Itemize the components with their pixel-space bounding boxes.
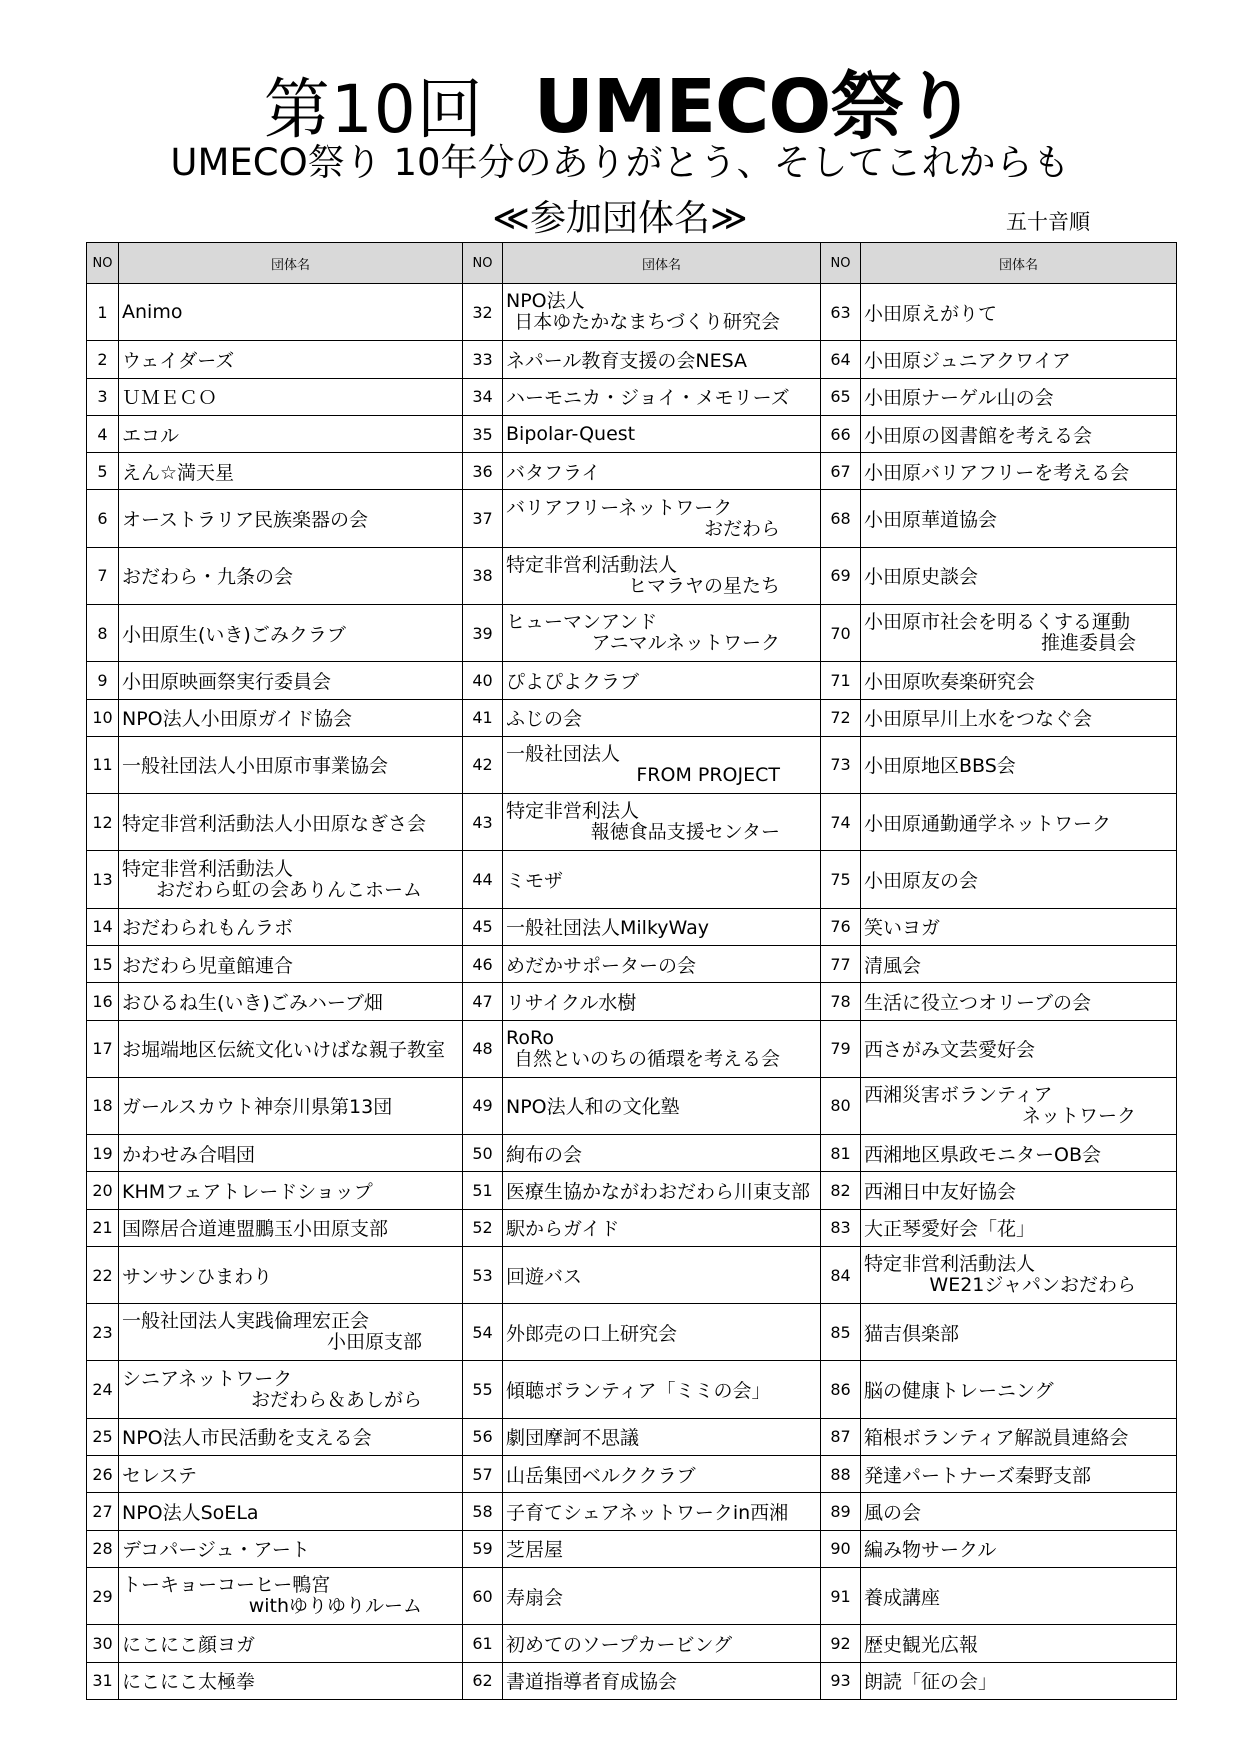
entry-number: 77	[821, 945, 861, 982]
entry-number: 14	[87, 908, 119, 945]
entry-number: 39	[463, 604, 503, 661]
table-row	[87, 1077, 1177, 1134]
organization-name: 劇団摩訶不思議	[503, 1418, 821, 1455]
entry-number: 60	[463, 1567, 503, 1624]
organization-name: 子育てシェアネットワークin西湘	[503, 1493, 821, 1530]
organization-name: 寿扇会	[503, 1567, 821, 1624]
entry-number: 17	[87, 1020, 119, 1077]
table-row	[87, 284, 1177, 341]
table-row	[87, 736, 1177, 793]
table-row	[87, 1304, 1177, 1361]
entry-number: 15	[87, 945, 119, 982]
entry-number: 62	[463, 1662, 503, 1700]
entry-number: 32	[463, 284, 503, 341]
entry-number: 8	[87, 604, 119, 661]
entry-number: 45	[463, 908, 503, 945]
organization-name: 小田原えがりて	[861, 284, 1177, 341]
organization-name-line1: ヒューマンアンド	[506, 611, 658, 634]
entry-number: 43	[463, 794, 503, 851]
organization-name: オーストラリア民族楽器の会	[119, 490, 463, 547]
entry-number: 51	[463, 1172, 503, 1209]
organization-name-line1: NPO法人	[506, 290, 585, 313]
organization-name	[503, 794, 821, 851]
organization-name: 医療生協かながわおだわら川東支部	[503, 1172, 821, 1209]
organization-name-line2: withゆりゆりルーム	[248, 1595, 422, 1618]
organization-name: 小田原早川上水をつなぐ会	[861, 699, 1177, 736]
entry-number: 55	[463, 1361, 503, 1418]
entry-number: 83	[821, 1209, 861, 1246]
entry-number: 12	[87, 794, 119, 851]
entry-number: 1	[87, 284, 119, 341]
table-row	[87, 453, 1177, 490]
entry-number: 22	[87, 1246, 119, 1303]
entry-number: 36	[463, 453, 503, 490]
entry-number: 24	[87, 1361, 119, 1418]
organization-name-line2: おだわら＆あしがら	[250, 1388, 422, 1411]
entry-number: 52	[463, 1209, 503, 1246]
entry-number: 66	[821, 415, 861, 452]
organization-name-line1: 一般社団法人実践倫理宏正会	[122, 1310, 370, 1333]
organization-name-line2: WE21ジャパンおだわら	[929, 1274, 1136, 1297]
organization-name: 編み物サークル	[861, 1530, 1177, 1567]
organization-name: 清風会	[861, 945, 1177, 982]
organization-name: 芝居屋	[503, 1530, 821, 1567]
entry-number: 79	[821, 1020, 861, 1077]
entry-number: 49	[463, 1077, 503, 1134]
organization-name: エコル	[119, 415, 463, 452]
column-header-no: NO	[463, 243, 503, 284]
organization-name-line2: おだわら	[703, 517, 780, 540]
organization-name: ぴよぴよクラブ	[503, 662, 821, 699]
entry-number: 76	[821, 908, 861, 945]
table-row	[87, 945, 1177, 982]
entry-number: 5	[87, 453, 119, 490]
entry-number: 70	[821, 604, 861, 661]
entry-number: 71	[821, 662, 861, 699]
organization-name-line1: 特定非営利活動法人	[122, 857, 294, 880]
organization-name: おだわられもんラボ	[119, 908, 463, 945]
entry-number: 29	[87, 1567, 119, 1624]
organization-name: バタフライ	[503, 453, 821, 490]
table-row	[87, 341, 1177, 378]
organization-name: Animo	[119, 284, 463, 341]
organization-name: おひるね生(いき)ごみハーブ畑	[119, 983, 463, 1020]
entry-number: 38	[463, 547, 503, 604]
organization-name: 西湘地区県政モニターOB会	[861, 1135, 1177, 1172]
entry-number: 86	[821, 1361, 861, 1418]
table-row	[87, 662, 1177, 699]
table-row	[87, 699, 1177, 736]
entry-number: 81	[821, 1135, 861, 1172]
entry-number: 21	[87, 1209, 119, 1246]
entry-number: 58	[463, 1493, 503, 1530]
organization-name: ネパール教育支援の会NESA	[503, 341, 821, 378]
organization-name: NPO法人和の文化塾	[503, 1077, 821, 1134]
table-row	[87, 490, 1177, 547]
organization-name	[503, 490, 821, 547]
organization-name	[119, 1567, 463, 1624]
entry-number: 11	[87, 736, 119, 793]
entry-number: 2	[87, 341, 119, 378]
organization-name: 発達パートナーズ秦野支部	[861, 1456, 1177, 1493]
entry-number: 3	[87, 378, 119, 415]
entry-number: 48	[463, 1020, 503, 1077]
entry-number: 93	[821, 1662, 861, 1700]
entry-number: 16	[87, 983, 119, 1020]
entry-number: 56	[463, 1418, 503, 1455]
organization-name-line2: アニマルネットワーク	[591, 632, 780, 655]
entry-number: 64	[821, 341, 861, 378]
organization-name: 小田原の図書館を考える会	[861, 415, 1177, 452]
entry-number: 89	[821, 1493, 861, 1530]
organization-name: 箱根ボランティア解説員連絡会	[861, 1418, 1177, 1455]
organization-name: 脳の健康トレーニング	[861, 1361, 1177, 1418]
table-row	[87, 378, 1177, 415]
table-row	[87, 794, 1177, 851]
entry-number: 34	[463, 378, 503, 415]
table-row	[87, 415, 1177, 452]
entry-number: 82	[821, 1172, 861, 1209]
entry-number: 67	[821, 453, 861, 490]
organization-name: 小田原生(いき)ごみクラブ	[119, 604, 463, 661]
column-header-name: 団体名	[861, 243, 1177, 284]
table-row	[87, 1361, 1177, 1418]
entry-number: 42	[463, 736, 503, 793]
entry-number: 59	[463, 1530, 503, 1567]
table-row	[87, 1530, 1177, 1567]
table-row	[87, 604, 1177, 661]
entry-number: 7	[87, 547, 119, 604]
entry-number: 87	[821, 1418, 861, 1455]
organization-name: 特定非営利活動法人小田原なぎさ会	[119, 794, 463, 851]
organization-name: 大正琴愛好会「花」	[861, 1209, 1177, 1246]
entry-number: 46	[463, 945, 503, 982]
table-row	[87, 851, 1177, 908]
entry-number: 84	[821, 1246, 861, 1303]
organization-name	[503, 1020, 821, 1077]
entry-number: 69	[821, 547, 861, 604]
organization-name-line2: 推進委員会	[1040, 632, 1136, 655]
entry-number: 26	[87, 1456, 119, 1493]
organization-name: 小田原友の会	[861, 851, 1177, 908]
organization-name: 小田原映画祭実行委員会	[119, 662, 463, 699]
organization-name-line1: トーキョーコーヒー鴨宮	[122, 1574, 331, 1597]
entry-number: 41	[463, 699, 503, 736]
organization-name: めだかサポーターの会	[503, 945, 821, 982]
organization-name: 書道指導者育成協会	[503, 1662, 821, 1700]
entry-number: 10	[87, 699, 119, 736]
organization-name	[861, 604, 1177, 661]
column-header-name: 団体名	[119, 243, 463, 284]
entry-number: 40	[463, 662, 503, 699]
entry-number: 54	[463, 1304, 503, 1361]
table-row	[87, 1493, 1177, 1530]
organization-name-line1: 小田原市社会を明るくする運動	[864, 611, 1131, 634]
organization-name: ＵＭＥＣＯ	[119, 378, 463, 415]
organization-name: リサイクル水樹	[503, 983, 821, 1020]
table-row	[87, 1662, 1177, 1700]
entry-number: 78	[821, 983, 861, 1020]
participant-table	[86, 242, 1177, 1700]
entry-number: 61	[463, 1625, 503, 1662]
entry-number: 19	[87, 1135, 119, 1172]
column-header-no: NO	[87, 243, 119, 284]
entry-number: 72	[821, 699, 861, 736]
organization-name	[119, 851, 463, 908]
organization-name: 小田原史談会	[861, 547, 1177, 604]
organization-name	[503, 604, 821, 661]
organization-name: 生活に役立つオリーブの会	[861, 983, 1177, 1020]
entry-number: 91	[821, 1567, 861, 1624]
organization-name-line1: 特定非営利法人	[506, 800, 640, 823]
organization-name-line2: 小田原支部	[326, 1331, 422, 1354]
organization-name: セレステ	[119, 1456, 463, 1493]
column-header-no: NO	[821, 243, 861, 284]
organization-name: 小田原地区BBS会	[861, 736, 1177, 793]
table-row	[87, 1418, 1177, 1455]
organization-name: 国際居合道連盟鵬玉小田原支部	[119, 1209, 463, 1246]
entry-number: 6	[87, 490, 119, 547]
entry-number: 44	[463, 851, 503, 908]
organization-name: 西湘日中友好協会	[861, 1172, 1177, 1209]
organization-name: NPO法人市民活動を支える会	[119, 1418, 463, 1455]
organization-name-line2: 報徳食品支援センター	[590, 821, 780, 844]
column-header-name: 団体名	[503, 243, 821, 284]
entry-number: 31	[87, 1662, 119, 1700]
entry-number: 73	[821, 736, 861, 793]
organization-name-line1: 特定非営利活動法人	[506, 553, 678, 576]
title-edition: 第10回	[263, 71, 484, 148]
organization-name: 傾聴ボランティア「ミミの会」	[503, 1361, 821, 1418]
organization-name	[503, 736, 821, 793]
entry-number: 88	[821, 1456, 861, 1493]
organization-name: ふじの会	[503, 699, 821, 736]
entry-number: 35	[463, 415, 503, 452]
entry-number: 65	[821, 378, 861, 415]
organization-name: 笑いヨガ	[861, 908, 1177, 945]
sort-order-note: 五十音順	[1006, 210, 1090, 234]
organization-name-line1: シニアネットワーク	[122, 1367, 293, 1390]
organization-name: NPO法人小田原ガイド協会	[119, 699, 463, 736]
organization-name: Bipolar-Quest	[503, 415, 821, 452]
organization-name: KHMフェアトレードショップ	[119, 1172, 463, 1209]
table-row	[87, 983, 1177, 1020]
organization-name-line2: 日本ゆたかなまちづくり研究会	[514, 311, 780, 334]
organization-name: 小田原通勤通学ネットワーク	[861, 794, 1177, 851]
organization-name-line1: 特定非営利活動法人	[864, 1253, 1036, 1276]
table-row	[87, 1456, 1177, 1493]
organization-name	[503, 547, 821, 604]
entry-number: 28	[87, 1530, 119, 1567]
organization-name: おだわら・九条の会	[119, 547, 463, 604]
table-row	[87, 1246, 1177, 1303]
organization-name: 初めてのソープカービング	[503, 1625, 821, 1662]
organization-name: 風の会	[861, 1493, 1177, 1530]
table-row	[87, 1625, 1177, 1662]
organization-name: おだわら児童館連合	[119, 945, 463, 982]
organization-name-line2: おだわら虹の会ありんこホーム	[155, 878, 422, 901]
organization-name: ハーモニカ・ジョイ・メモリーズ	[503, 378, 821, 415]
entry-number: 90	[821, 1530, 861, 1567]
organization-name: 外郎売の口上研究会	[503, 1304, 821, 1361]
organization-name-line2: 自然といのちの循環を考える会	[513, 1047, 780, 1070]
section-heading: ≪参加団体名≫	[492, 198, 748, 239]
organization-name-line1: RoRo	[506, 1026, 554, 1049]
organization-name: にこにこ太極拳	[119, 1662, 463, 1700]
organization-name	[861, 1077, 1177, 1134]
organization-name: ウェイダーズ	[119, 341, 463, 378]
organization-name	[119, 1304, 463, 1361]
entry-number: 27	[87, 1493, 119, 1530]
organization-name: にこにこ顔ヨガ	[119, 1625, 463, 1662]
table-row	[87, 1020, 1177, 1077]
organization-name: 駅からガイド	[503, 1209, 821, 1246]
organization-name-line1: バリアフリーネットワーク	[506, 496, 733, 519]
entry-number: 20	[87, 1172, 119, 1209]
organization-name: NPO法人SoELa	[119, 1493, 463, 1530]
entry-number: 80	[821, 1077, 861, 1134]
entry-number: 47	[463, 983, 503, 1020]
organization-name: えん☆満天星	[119, 453, 463, 490]
entry-number: 25	[87, 1418, 119, 1455]
entry-number: 23	[87, 1304, 119, 1361]
organization-name: 絢布の会	[503, 1135, 821, 1172]
table-row	[87, 1567, 1177, 1624]
organization-name: 一般社団法人小田原市事業協会	[119, 736, 463, 793]
organization-name: 養成講座	[861, 1567, 1177, 1624]
organization-name: お堀端地区伝統文化いけばな親子教室	[119, 1020, 463, 1077]
organization-name: 回遊バス	[503, 1246, 821, 1303]
organization-name	[119, 1361, 463, 1418]
entry-number: 68	[821, 490, 861, 547]
organization-name-line2: FROM PROJECT	[636, 763, 780, 786]
organization-name	[861, 1246, 1177, 1303]
entry-number: 63	[821, 284, 861, 341]
entry-number: 33	[463, 341, 503, 378]
entry-number: 85	[821, 1304, 861, 1361]
table-row	[87, 547, 1177, 604]
table-row	[87, 1209, 1177, 1246]
entry-number: 92	[821, 1625, 861, 1662]
organization-name: 小田原バリアフリーを考える会	[861, 453, 1177, 490]
entry-number: 30	[87, 1625, 119, 1662]
entry-number: 37	[463, 490, 503, 547]
organization-name: 朗読「征の会」	[861, 1662, 1177, 1700]
entry-number: 57	[463, 1456, 503, 1493]
organization-name: デコパージュ・アート	[119, 1530, 463, 1567]
title-event-name: UMECO祭り	[533, 64, 977, 150]
organization-name-line2: ヒマラヤの星たち	[627, 574, 780, 597]
entry-number: 53	[463, 1246, 503, 1303]
organization-name-line1: 西湘災害ボランティア	[864, 1083, 1053, 1106]
entry-number: 4	[87, 415, 119, 452]
table-header-row	[87, 243, 1177, 284]
organization-name: ガールスカウト神奈川県第13団	[119, 1077, 463, 1134]
organization-name: 歴史観光広報	[861, 1625, 1177, 1662]
organization-name: 小田原華道協会	[861, 490, 1177, 547]
subtitle: UMECO祭り 10年分のありがとう、そしてこれからも	[170, 141, 1070, 184]
organization-name-line1: 一般社団法人	[506, 742, 621, 765]
entry-number: 13	[87, 851, 119, 908]
organization-name	[503, 284, 821, 341]
table-row	[87, 1135, 1177, 1172]
table-row	[87, 908, 1177, 945]
organization-name: サンサンひまわり	[119, 1246, 463, 1303]
organization-name: 西さがみ文芸愛好会	[861, 1020, 1177, 1077]
organization-name: 小田原ジュニアクワイア	[861, 341, 1177, 378]
entry-number: 75	[821, 851, 861, 908]
organization-name: 小田原吹奏楽研究会	[861, 662, 1177, 699]
entry-number: 50	[463, 1135, 503, 1172]
entry-number: 18	[87, 1077, 119, 1134]
organization-name-line2: ネットワーク	[1021, 1104, 1136, 1127]
table-row	[87, 1172, 1177, 1209]
organization-name: ミモザ	[503, 851, 821, 908]
organization-name: かわせみ合唱団	[119, 1135, 463, 1172]
entry-number: 9	[87, 662, 119, 699]
organization-name: 山岳集団ベルククラブ	[503, 1456, 821, 1493]
entry-number: 74	[821, 794, 861, 851]
organization-name: 猫吉倶楽部	[861, 1304, 1177, 1361]
organization-name: 一般社団法人MilkyWay	[503, 908, 821, 945]
organization-name: 小田原ナーゲル山の会	[861, 378, 1177, 415]
